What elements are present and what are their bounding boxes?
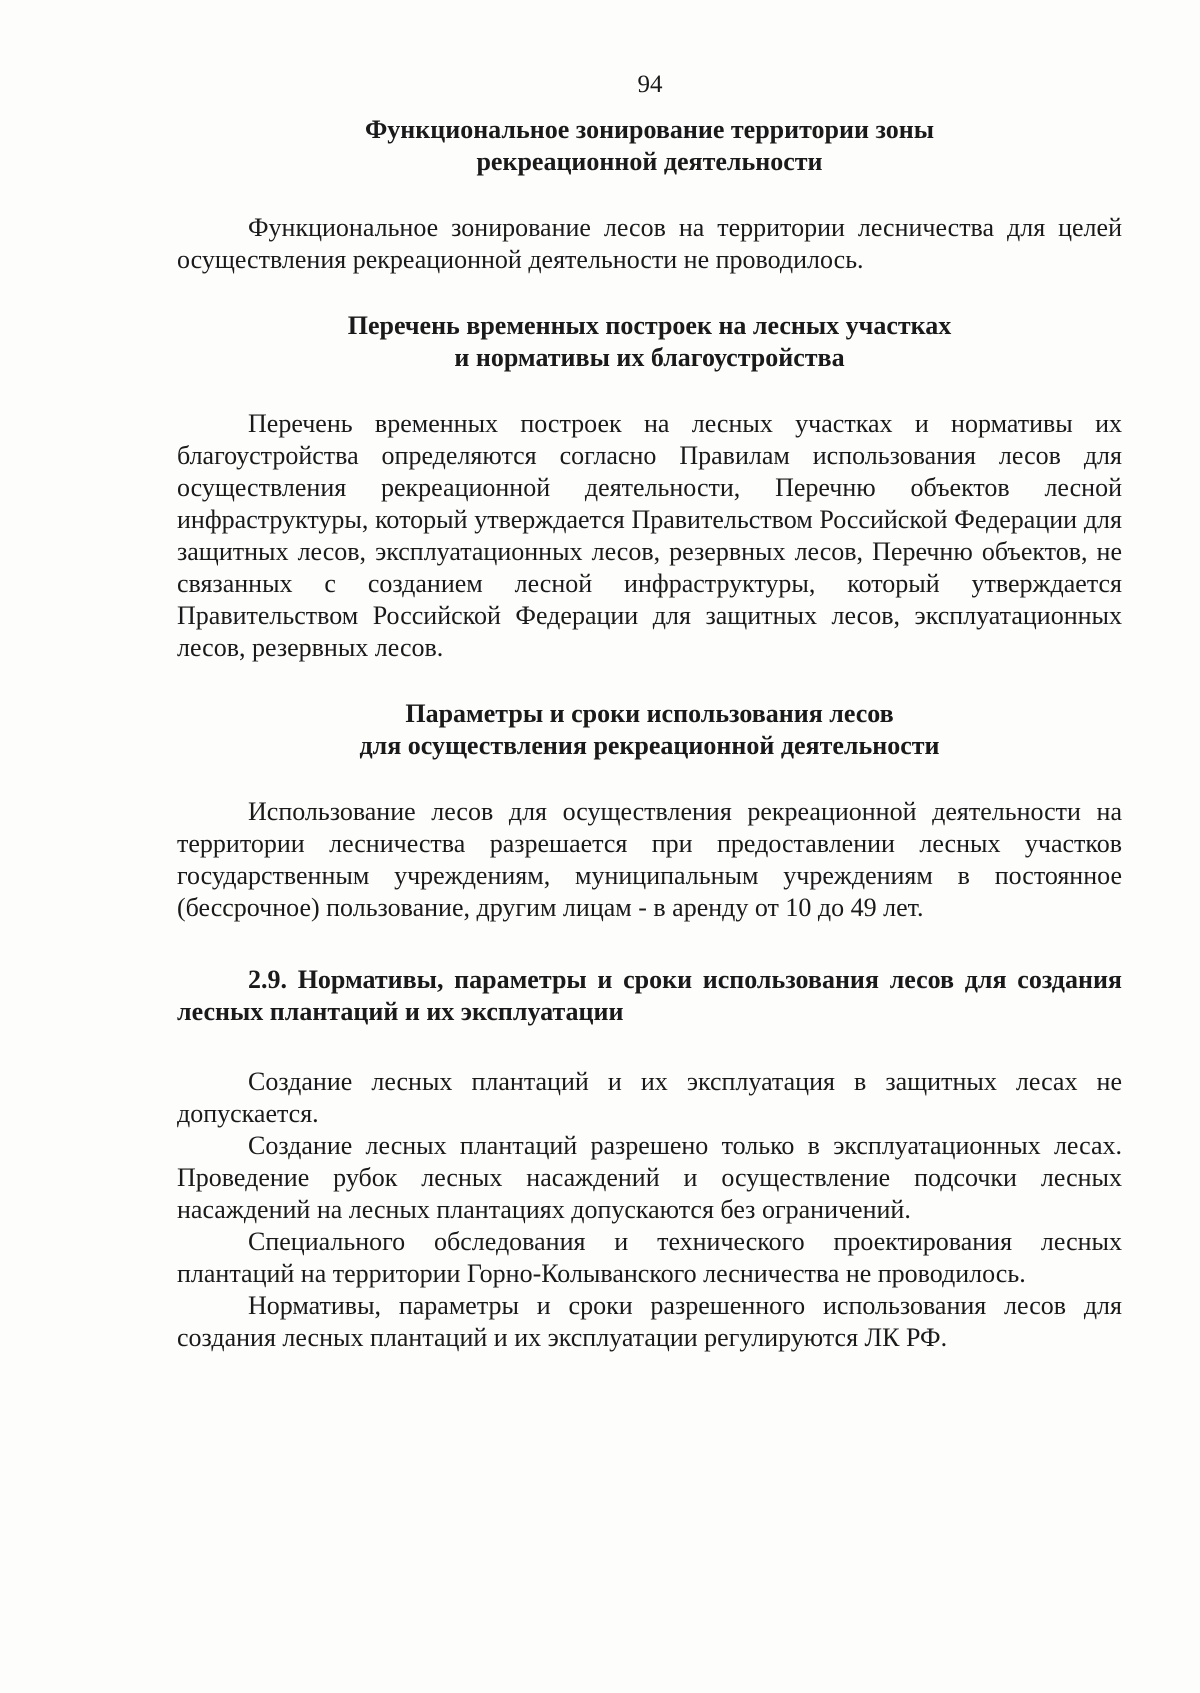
paragraph-temporary-buildings: Перечень временных построек на лесных участках и нормативы их благоустройства определяются согласно Правилам использования лесов для осуществления рекреационной деятельности, Перечню объектов лесной инфраструктуры, который утверждается Правительством Российской Федерации для защитных лесов, эксплуатационных лесов, резервных лесов, Перечню объектов, не связанных с созданием лесной инфраструктуры, который утверждается Правительством Российской Федерации для защитных лесов, эксплуатационных лесов, резервных лесов.	[177, 409, 1122, 662]
heading-line: Функциональное зонирование территории зоны	[364, 115, 935, 144]
heading-temporary-buildings	[177, 310, 1122, 374]
heading-parameters-terms	[177, 698, 1122, 762]
paragraph-survey: Специального обследования и технического проектирования лесных плантаций на территории Горно-Колыванского лесничества не проводилось.	[177, 1227, 1122, 1288]
heading-line: для осуществления рекреационной деятельности	[359, 731, 940, 760]
paragraph-zoning: Функциональное зонирование лесов на территории лесничества для целей осуществления рекреационной деятельности не проводилось.	[177, 213, 1122, 274]
heading-functional-zoning	[177, 114, 1122, 178]
heading-line: Перечень временных построек на лесных участках	[347, 311, 952, 340]
heading-line: и нормативы их благоустройства	[454, 343, 845, 372]
paragraph-protective-forests: Создание лесных плантаций и их эксплуатация в защитных лесах не допускается.	[177, 1067, 1122, 1128]
heading-line: Параметры и сроки использования лесов	[405, 699, 894, 728]
paragraph-exploitation-forests: Создание лесных плантаций разрешено только в эксплуатационных лесах. Проведение рубок лесных насаждений и осуществление подсочки лесных насаждений на лесных плантациях допускаются без ограничений.	[177, 1131, 1122, 1224]
section-heading-2-9: 2.9. Нормативы, параметры и сроки использования лесов для создания лесных плантаций и их эксплуатации	[177, 965, 1122, 1026]
page-content	[177, 114, 1122, 1354]
paragraph-recreation-use: Использование лесов для осуществления рекреационной деятельности на территории лесничества разрешается при предоставлении лесных участков государственным учреждениям, муниципальным учреждениям в постоянное (бессрочное) пользование, другим лицам - в аренду от 10 до 49 лет.	[177, 797, 1122, 922]
paragraph-regulation: Нормативы, параметры и сроки разрешенного использования лесов для создания лесных плантаций и их эксплуатации регулируются ЛК РФ.	[177, 1291, 1122, 1352]
page-number: 94	[637, 71, 663, 98]
heading-line: рекреационной деятельности	[476, 147, 823, 176]
